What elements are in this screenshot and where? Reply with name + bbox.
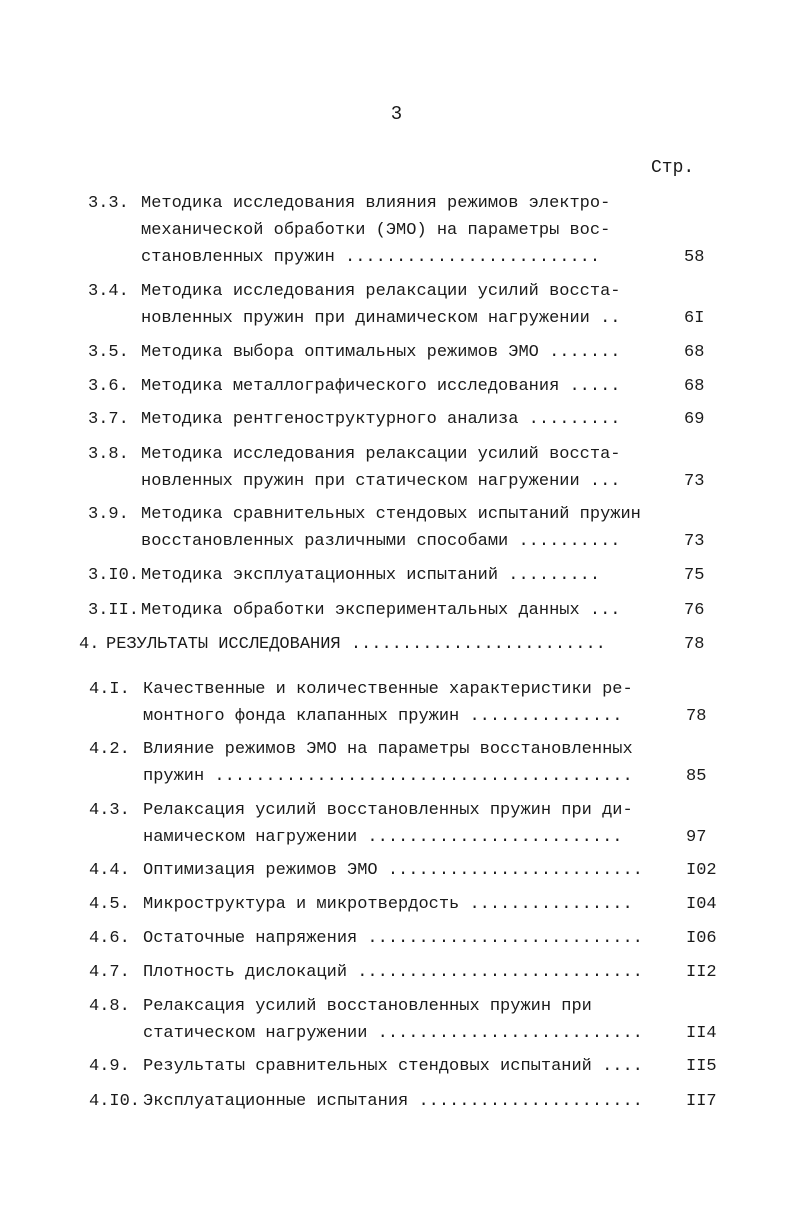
toc-entry-title-line: Плотность дислокаций ............................ bbox=[143, 963, 643, 982]
toc-entry-page: 76 bbox=[684, 601, 705, 620]
toc-entry-number: 4.6. bbox=[89, 929, 130, 948]
toc-entry-title-line: Методика выбора оптимальных режимов ЭМО ....... bbox=[141, 343, 621, 362]
toc-entry-page: I02 bbox=[686, 861, 717, 880]
toc-entry-number: 4.I0. bbox=[89, 1092, 141, 1111]
toc-entry-page: 73 bbox=[684, 532, 705, 551]
toc-entry-number: 4.5. bbox=[89, 895, 130, 914]
toc-entry-title-line: механической обработки (ЭМО) на параметры вос- bbox=[141, 221, 611, 240]
toc-entry-title-line: Методика сравнительных стендовых испытаний пружин bbox=[141, 505, 641, 524]
toc-entry-title-line: Методика исследования релаксации усилий восста- bbox=[141, 445, 621, 464]
toc-entry-page: 85 bbox=[686, 767, 707, 786]
toc-entry-title-line: пружин ......................................... bbox=[143, 767, 633, 786]
toc-entry-title-line: Методика рентгеноструктурного анализа ......... bbox=[141, 410, 621, 429]
toc-entry-title-line: Методика обработки экспериментальных данных ... bbox=[141, 601, 621, 620]
toc-entry-number: 4. bbox=[79, 635, 100, 654]
toc-entry-number: 4.7. bbox=[89, 963, 130, 982]
toc-entry-title-line: Релаксация усилий восстановленных пружин при ди- bbox=[143, 801, 633, 820]
toc-entry-number: 3.I0. bbox=[88, 566, 140, 585]
toc-entry-number: 4.4. bbox=[89, 861, 130, 880]
toc-entry-page: 78 bbox=[684, 635, 705, 654]
page-column-header: Стр. bbox=[651, 158, 695, 178]
toc-entry-number: 3.8. bbox=[88, 445, 129, 464]
toc-entry-page: I06 bbox=[686, 929, 717, 948]
toc-entry-title-line: РЕЗУЛЬТАТЫ ИССЛЕДОВАНИЯ ......................... bbox=[106, 635, 606, 654]
toc-entry-page: II7 bbox=[686, 1092, 717, 1111]
toc-entry-number: 3.9. bbox=[88, 505, 129, 524]
toc-entry-number: 3.7. bbox=[88, 410, 129, 429]
toc-entry-title-line: монтного фонда клапанных пружин ............... bbox=[143, 707, 623, 726]
toc-entry-page: 69 bbox=[684, 410, 705, 429]
toc-entry-title-line: Методика эксплуатационных испытаний ......... bbox=[141, 566, 601, 585]
toc-entry-page: 6I bbox=[684, 309, 705, 328]
toc-entry-number: 4.9. bbox=[89, 1057, 130, 1076]
toc-entry-number: 4.I. bbox=[89, 680, 130, 699]
toc-entry-number: 4.2. bbox=[89, 740, 130, 759]
toc-entry-page: 68 bbox=[684, 343, 705, 362]
toc-entry-number: 4.8. bbox=[89, 997, 130, 1016]
toc-entry-title-line: Релаксация усилий восстановленных пружин при bbox=[143, 997, 592, 1016]
toc-entry-page: 75 bbox=[684, 566, 705, 585]
toc-entry-title-line: Эксплуатационные испытания ...................... bbox=[143, 1092, 643, 1111]
toc-entry-title-line: статическом нагружении .......................... bbox=[143, 1024, 643, 1043]
toc-entry-title-line: Влияние режимов ЭМО на параметры восстановленных bbox=[143, 740, 633, 759]
toc-entry-title-line: Методика исследования релаксации усилий восста- bbox=[141, 282, 621, 301]
toc-entry-page: 68 bbox=[684, 377, 705, 396]
toc-entry-title-line: новленных пружин при статическом нагружении ... bbox=[141, 472, 621, 491]
toc-entry-title-line: Качественные и количественные характеристики ре- bbox=[143, 680, 633, 699]
toc-entry-page: I04 bbox=[686, 895, 717, 914]
toc-entry-title-line: новленных пружин при динамическом нагружении .. bbox=[141, 309, 621, 328]
toc-entry-title-line: восстановленных различными способами .......... bbox=[141, 532, 621, 551]
toc-entry-number: 3.6. bbox=[88, 377, 129, 396]
toc-entry-page: II2 bbox=[686, 963, 717, 982]
toc-entry-number: 3.5. bbox=[88, 343, 129, 362]
toc-entry-number: 3.II. bbox=[88, 601, 140, 620]
toc-entry-number: 4.3. bbox=[89, 801, 130, 820]
toc-entry-title-line: Микроструктура и микротвердость ................ bbox=[143, 895, 633, 914]
page-number: 3 bbox=[390, 103, 403, 125]
toc-entry-page: 78 bbox=[686, 707, 707, 726]
toc-entry-title-line: Методика исследования влияния режимов электро- bbox=[141, 194, 611, 213]
toc-entry-title-line: становленных пружин ......................... bbox=[141, 248, 601, 267]
toc-entry-page: 97 bbox=[686, 828, 707, 847]
toc-entry-title-line: Методика металлографического исследования ..... bbox=[141, 377, 621, 396]
toc-entry-number: 3.3. bbox=[88, 194, 129, 213]
toc-entry-page: II5 bbox=[686, 1057, 717, 1076]
toc-entry-page: 58 bbox=[684, 248, 705, 267]
toc-entry-number: 3.4. bbox=[88, 282, 129, 301]
toc-entry-page: II4 bbox=[686, 1024, 717, 1043]
toc-entry-title-line: намическом нагружении ......................... bbox=[143, 828, 623, 847]
toc-entry-title-line: Остаточные напряжения ........................... bbox=[143, 929, 643, 948]
toc-entry-page: 73 bbox=[684, 472, 705, 491]
toc-entry-title-line: Результаты сравнительных стендовых испытаний .... bbox=[143, 1057, 643, 1076]
toc-entry-title-line: Оптимизация режимов ЭМО ......................... bbox=[143, 861, 643, 880]
